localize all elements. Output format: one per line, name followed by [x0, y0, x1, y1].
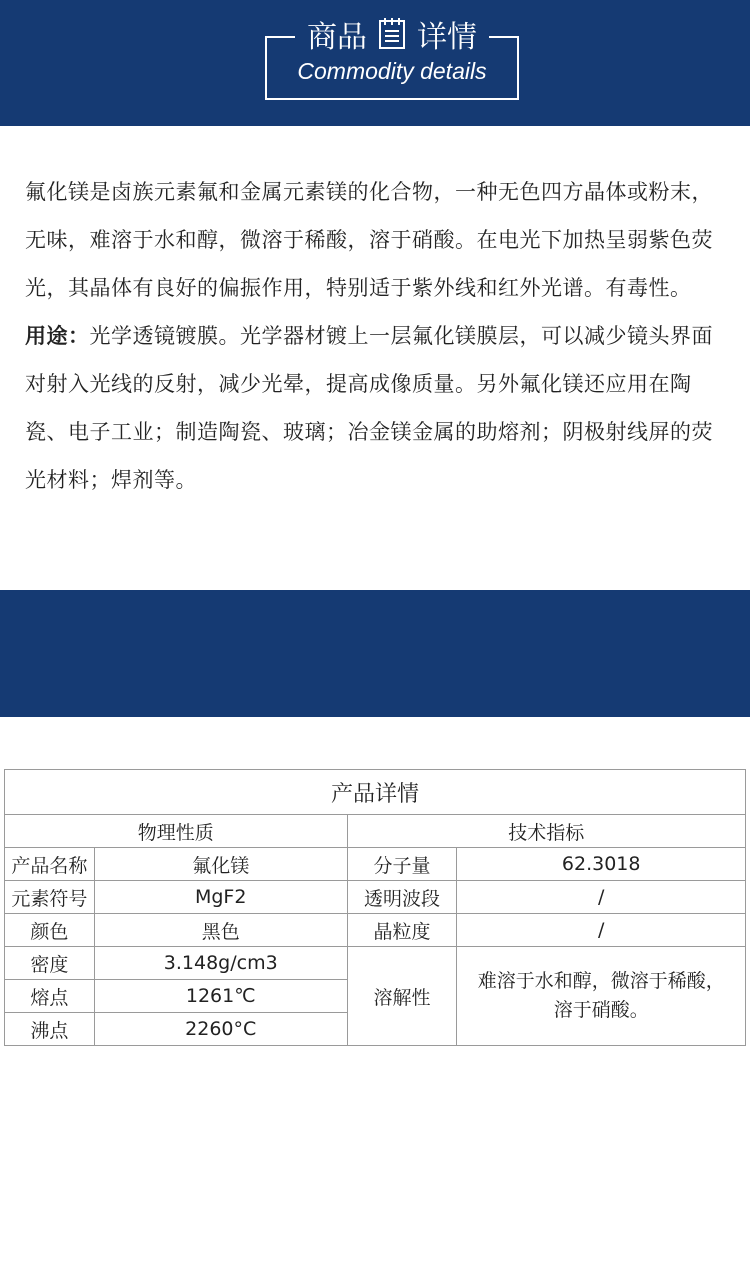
spec-label: 分子量 [347, 848, 457, 881]
table-title-row [5, 770, 746, 815]
property-label: 沸点 [5, 1013, 95, 1046]
property-value: 2260°C [94, 1013, 347, 1046]
property-value: 3.148g/cm3 [94, 947, 347, 980]
banner-subtitle: Commodity details [297, 58, 487, 84]
spec-label: 晶粒度 [347, 914, 457, 947]
banner-frame [267, 1201, 521, 1280]
banner-frame [265, 20, 519, 100]
property-label: 元素符号 [5, 881, 95, 914]
usage-text: 光学透镜镀膜。光学器材镀上一层氟化镁膜层，可以减少镜头界面对射入光线的反射，减少光晕，提高成像质量。另外氟化镁还应用在陶瓷、电子工业；制造陶瓷、玻璃；冶金镁金属的助熔剂；阴极射线屏的荧光材料；焊剂等。 [25, 324, 713, 492]
technical-specs-header: 技术指标 [347, 815, 745, 848]
table-title: 产品详情 [5, 770, 746, 815]
table-row [5, 914, 746, 947]
physical-properties-header: 物理性质 [5, 815, 348, 848]
property-value: 1261℃ [94, 980, 347, 1013]
spec-value: / [457, 881, 746, 914]
table-header-row [5, 815, 746, 848]
banner-title-left: 产品 [305, 1201, 365, 1236]
usage-paragraph [25, 312, 730, 504]
banner-title [269, 1196, 519, 1243]
property-value: 黑色 [94, 914, 347, 947]
property-label: 产品名称 [5, 848, 95, 881]
spec-value: / [457, 914, 746, 947]
banner-title-left: 商品 [307, 20, 367, 55]
spec-label: 溶解性 [347, 947, 457, 1046]
molecule-icon [375, 1196, 413, 1243]
table-row [5, 881, 746, 914]
product-spec-table [4, 769, 746, 1046]
property-label: 密度 [5, 947, 95, 980]
spec-value: 62.3018 [457, 848, 746, 881]
banner-title-right: 详情 [423, 1201, 483, 1236]
notepad-icon [377, 16, 407, 61]
banner-title [267, 16, 517, 61]
banner-title-right: 详情 [417, 20, 477, 55]
table-row [5, 947, 746, 980]
spec-label: 透明波段 [347, 881, 457, 914]
property-value: MgF2 [94, 881, 347, 914]
property-value: 氟化镁 [94, 848, 347, 881]
property-label: 熔点 [5, 980, 95, 1013]
property-label: 颜色 [5, 914, 95, 947]
description-paragraph: 氟化镁是卤族元素氟和金属元素镁的化合物，一种无色四方晶体或粉末，无味，难溶于水和醇，微溶于稀酸，溶于硝酸。在电光下加热呈弱紫色荧光，其晶体有良好的偏振作用，特别适于紫外线和红外光谱。有毒性。 [25, 180, 713, 300]
table-row [5, 848, 746, 881]
header-banner-commodity [0, 0, 750, 126]
banner-subtitle: Chemical composition [281, 1238, 507, 1264]
usage-label: 用途： [25, 324, 90, 348]
product-description [25, 168, 730, 504]
spec-value: 难溶于水和醇，微溶于稀酸，溶于硝酸。 [457, 947, 746, 1046]
